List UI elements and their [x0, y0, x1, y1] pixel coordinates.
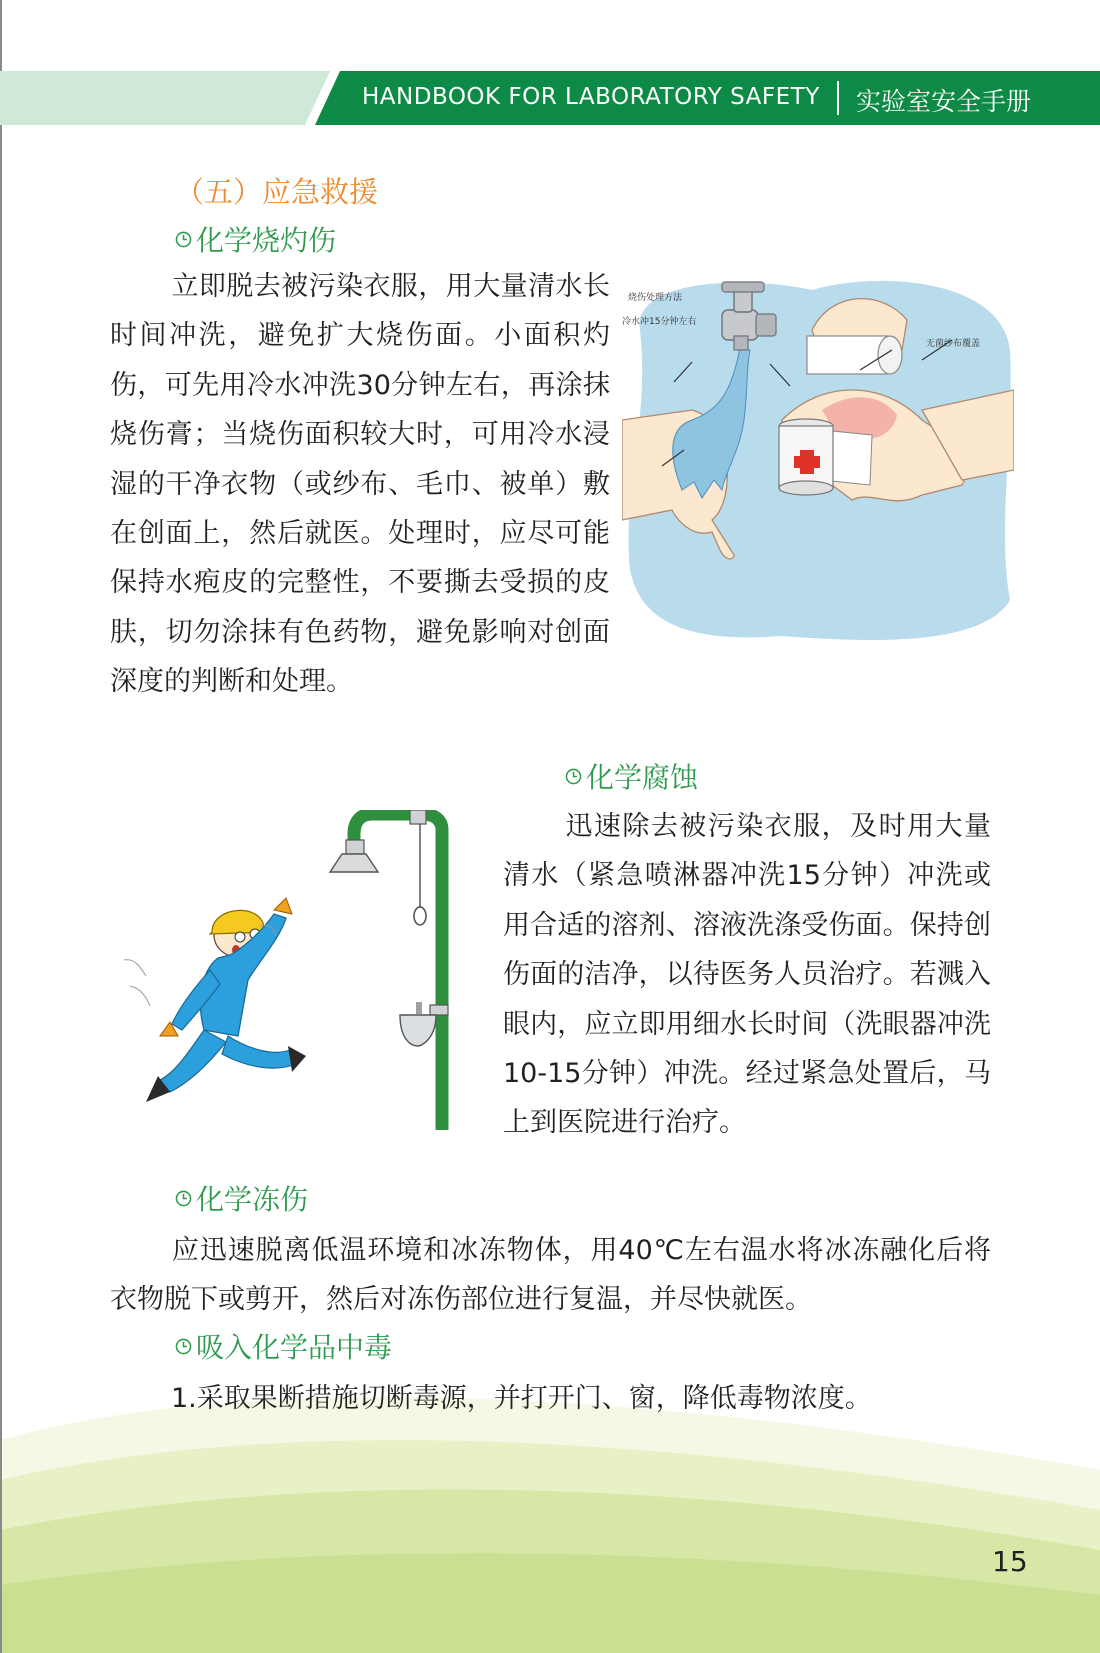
clock-icon: [175, 1190, 192, 1207]
header-chinese-title: 实验室安全手册: [856, 87, 1032, 116]
subhead-burns-label: 化学烧灼伤: [196, 224, 337, 257]
header-band: [0, 71, 1100, 125]
clock-icon: [175, 1338, 192, 1355]
subhead-frostbite: [175, 1178, 308, 1218]
burn-caption-method: 烧伤处理方法: [628, 293, 683, 303]
subhead-corrosion: [565, 756, 698, 796]
clock-icon: [175, 231, 192, 248]
clock-icon: [565, 768, 582, 785]
subhead-burns: [175, 219, 336, 259]
frostbite-body: 应迅速脱离低温环境和冰冻物体，用40℃左右温水将冰冻融化后将衣物脱下或剪开，然后对冻伤部位进行复温，并尽快就医。: [110, 1235, 991, 1316]
corrosion-body: 迅速除去被污染衣服，及时用大量清水（紧急喷淋器冲洗15分钟）冲洗或用合适的溶剂、溶液洗涤受伤面。保持创伤面的洁净，以待医务人员治疗。若溅入眼内，应立即用细水长时间（洗眼器冲洗10-15分钟）冲洗。经过紧急处置后，马上到医院进行治疗。: [503, 811, 991, 1139]
subhead-inhalation: [175, 1326, 392, 1366]
page-number: 15: [992, 1545, 1028, 1578]
header-separator: [837, 81, 839, 115]
burn-caption-gauze: 无菌纱布覆盖: [926, 339, 981, 349]
burn-caption-cold-water: 冷水冲15分钟左右: [622, 317, 697, 327]
burn-treatment-illustration: [622, 270, 1014, 650]
section-heading: （五）应急救援: [175, 175, 379, 209]
inhalation-item-1: 1.采取果断措施切断毒源，并打开门、窗，降低毒物浓度。: [171, 1383, 872, 1414]
frostbite-paragraph: [110, 1226, 991, 1325]
burns-paragraph: [110, 262, 610, 707]
subhead-frostbite-label: 化学冻伤: [196, 1183, 309, 1216]
inhalation-paragraph: [110, 1374, 991, 1423]
subhead-corrosion-label: 化学腐蚀: [586, 761, 699, 794]
corrosion-paragraph: [503, 802, 991, 1148]
header-english-title: HANDBOOK FOR LABORATORY SAFETY: [362, 84, 820, 110]
burns-body: 立即脱去被污染衣服，用大量清水长时间冲洗，避免扩大烧伤面。小面积灼伤，可先用冷水冲洗30分钟左右，再涂抹烧伤膏；当烧伤面积较大时，可用冷水浸湿的干净衣物（或纱布、毛巾、被单）敷在创面上，然后就医。处理时，应尽可能保持水疱皮的完整性，不要撕去受损的皮肤，切勿涂抹有色药物，避免影响对创面深度的判断和处理。: [110, 271, 610, 698]
subhead-inhalation-label: 吸入化学品中毒: [196, 1331, 393, 1364]
emergency-shower-illustration: [110, 810, 480, 1140]
page-edge-rule: [0, 0, 2, 1653]
